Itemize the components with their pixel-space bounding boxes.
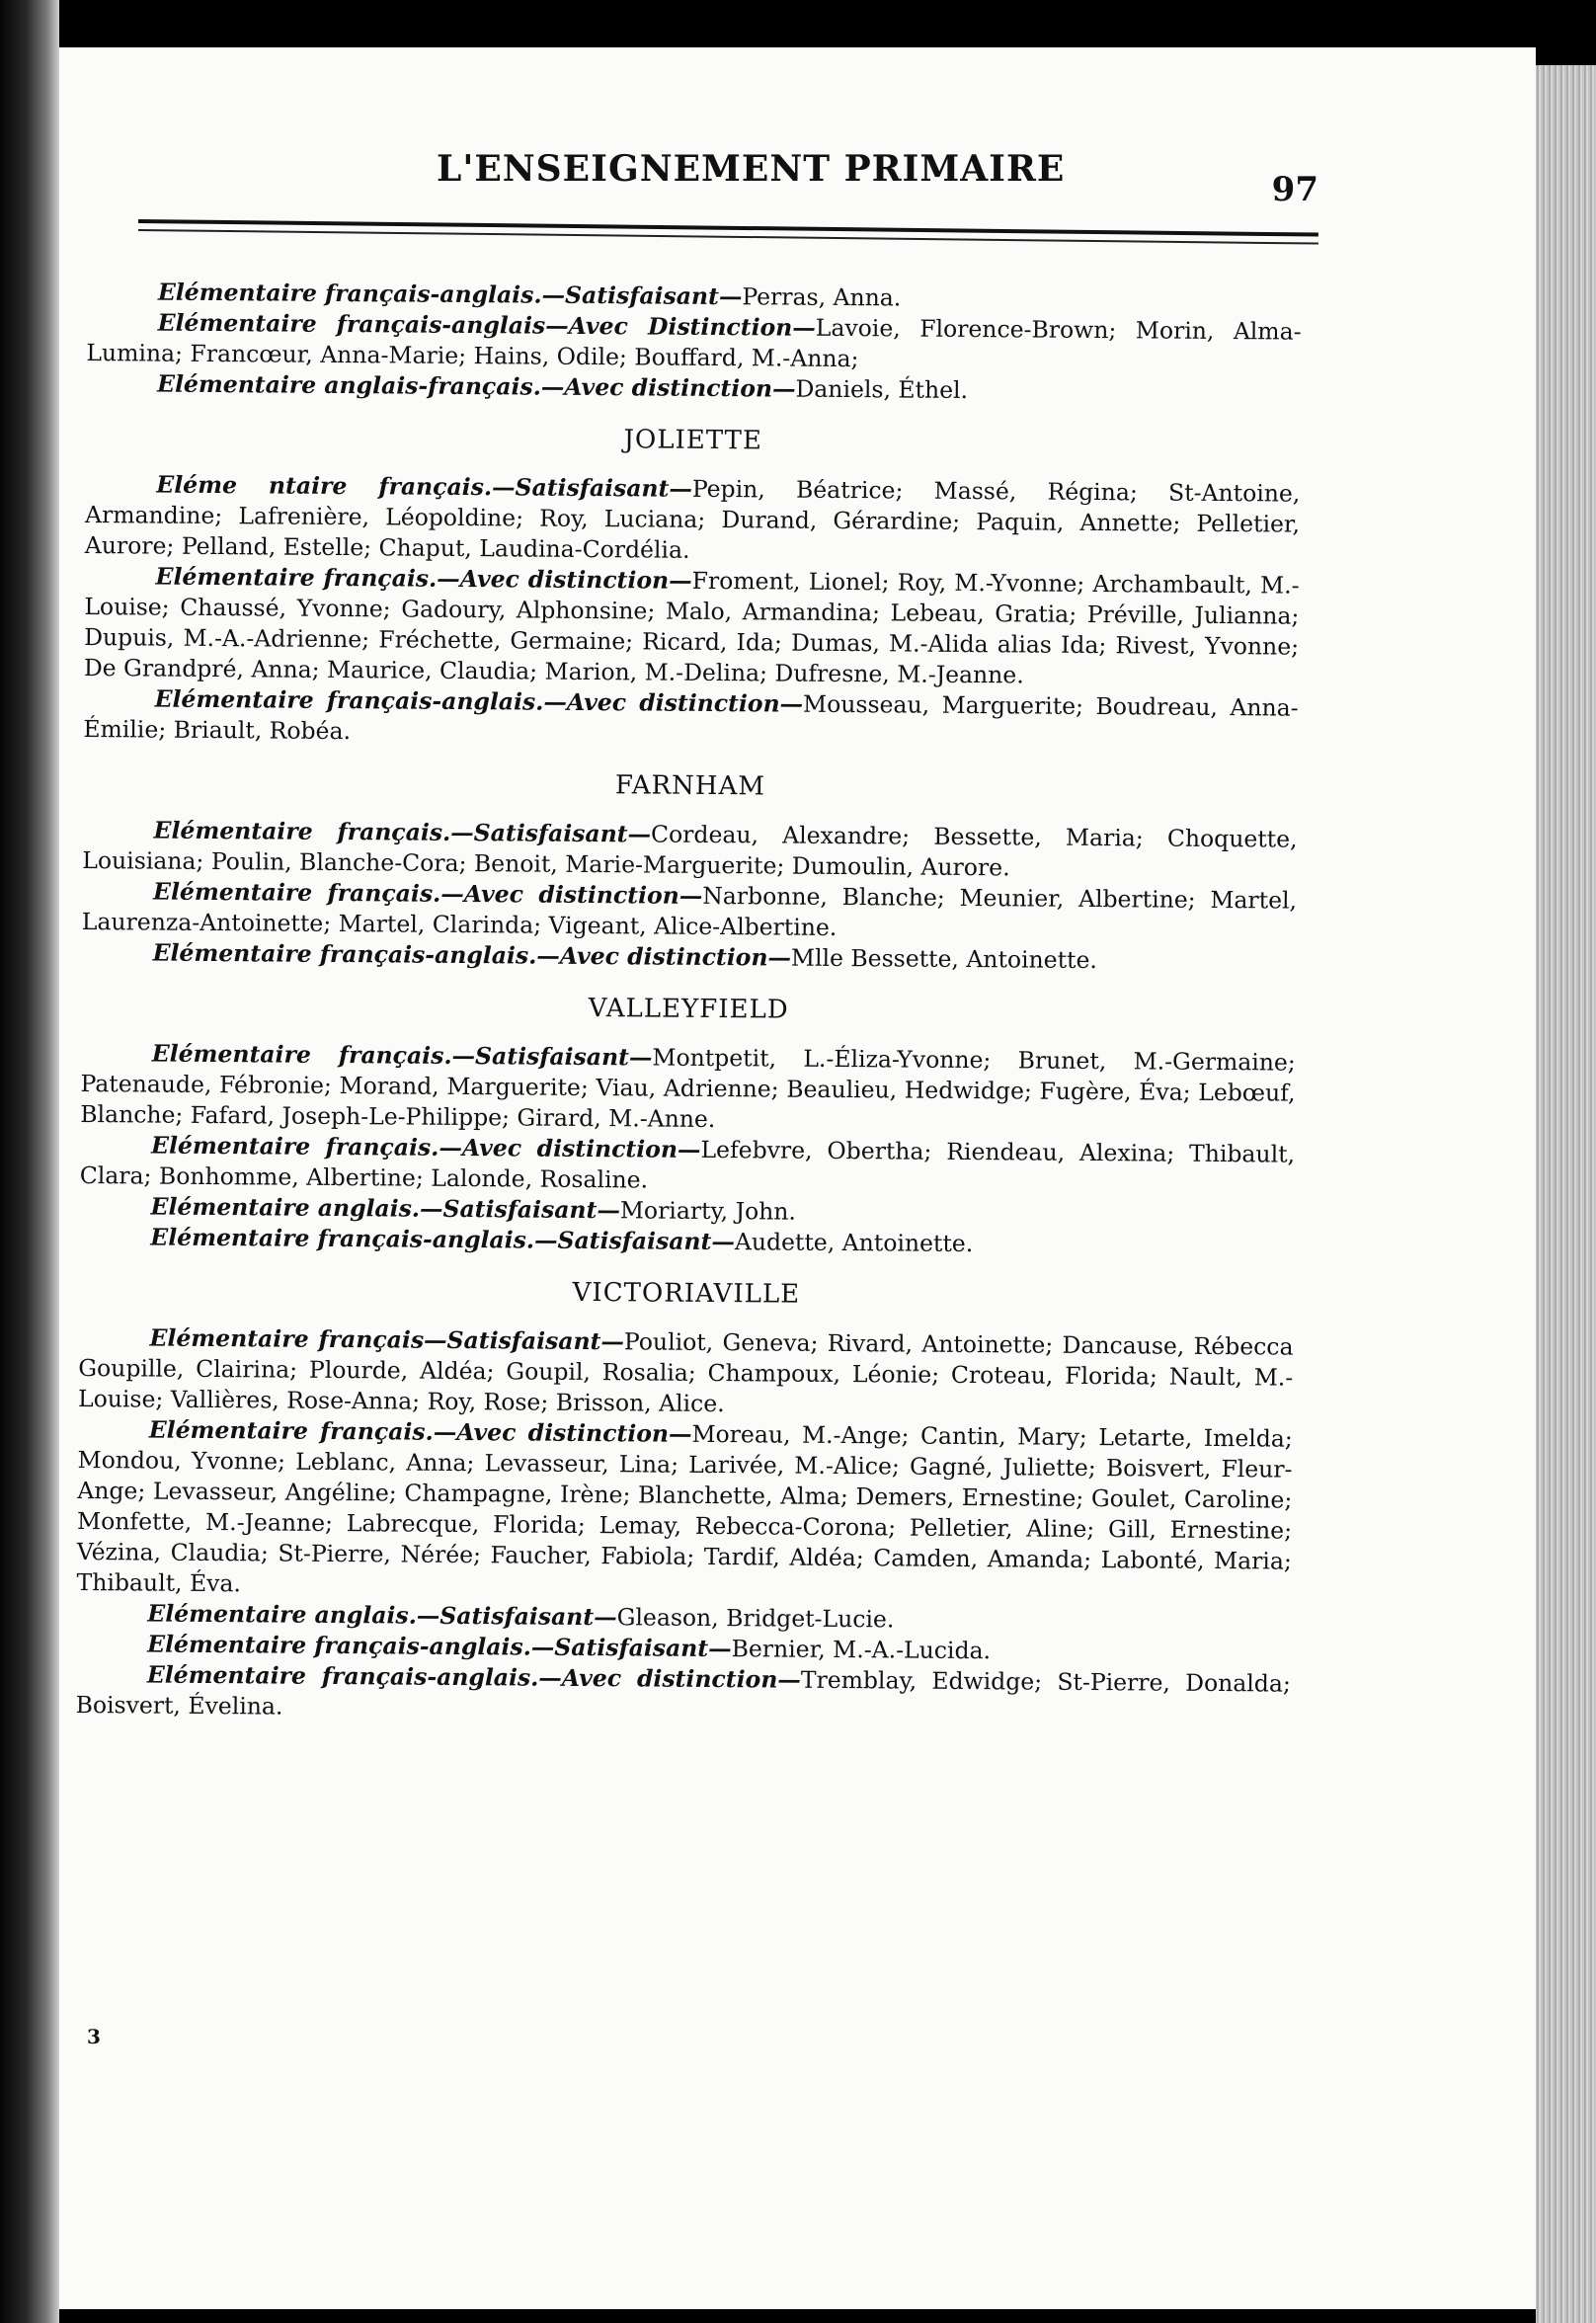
entry-category: Elémentaire anglais.—Satisfaisant—	[147, 1599, 617, 1632]
entry-names: Moreau, M.-Ange; Cantin, Mary; Letarte, Imelda; Mondou, Yvonne; Leblanc, Anna; Levasseur, Lina; Larivée, M.-Alice; Gagné, Juliette; Boisvert, Fleur-Ange; Levasseur, Angéline; Champagne, Irène; Blanchette, Alma; Demers, Ernestine; Goulet, Caroline; Monfette, M.-Jeanne; Labrecque, Florida; Lemay, Rebecca-Corona; Pelletier, Aline; Gill, Ernestine; Vézina, Claudia; St-Pierre, Nérée; Faucher, Fabiola; Tardif, Aldéa; Camden, Amanda; Labonté, Maria; Thibault, Éva.	[76, 1419, 1293, 1598]
entry-category: Elémentaire français-anglais—Avec Distinction—	[157, 308, 816, 342]
entry	[76, 1659, 1291, 1730]
entry-category: Elémentaire français-anglais.—Avec distinction—	[152, 938, 792, 972]
entry-category: Elémentaire anglais.—Satisfaisant—	[150, 1192, 621, 1225]
page-edges	[1536, 65, 1596, 2323]
entry-names: Mousseau, Marguerite; Boudreau, Anna-Émilie; Briault, Robéa.	[83, 689, 1299, 746]
signature-mark: 3	[87, 2025, 101, 2048]
entry-names: Montpetit, L.-Éliza-Yvonne; Brunet, M.-Germaine; Patenaude, Fébronie; Morand, Marguerite; Viau, Adrienne; Beaulieu, Hedwidge; Fugère, Éva; Lebœuf, Blanche; Fafard, Joseph-Le-Philippe; Girard, M.-Anne.	[80, 1043, 1296, 1134]
entry-category: Elémentaire français-anglais.—Satisfaisant—	[150, 1223, 736, 1256]
intro-block	[86, 277, 1302, 409]
entry-category: Eléme ntaire français.—Satisfaisant—	[156, 470, 693, 503]
entry-category: Elémentaire français—Satisfaisant—	[149, 1323, 625, 1356]
book-spine-shadow	[0, 0, 59, 2323]
entry-category: Elémentaire français.—Avec distinction—	[153, 877, 703, 910]
entry-names: Gleason, Bridget-Lucie.	[616, 1603, 895, 1634]
running-title: L'ENSEIGNEMENT PRIMAIRE	[437, 148, 1066, 190]
section-heading: VALLEYFIELD	[588, 994, 789, 1025]
entry-names: Mlle Bessette, Antoinette.	[790, 943, 1098, 975]
entry-category: Elémentaire français-anglais.—Satisfaisant—	[157, 278, 743, 311]
entry-names: Tremblay, Edwidge; St-Pierre, Donalda; Boisvert, Évelina.	[75, 1665, 1291, 1721]
section-heading: JOLIETTE	[623, 425, 763, 456]
page-header	[138, 148, 1318, 219]
entry-category: Elémentaire français.—Satisfaisant—	[153, 816, 652, 848]
entry-names: Narbonne, Blanche; Meunier, Albertine; Martel, Laurenza-Antoinette; Martel, Clarinda; Vigeant, Alice-Albertine.	[81, 881, 1298, 941]
entry-category: Elémentaire français.—Avec distinction—	[155, 562, 692, 595]
entry	[76, 1414, 1292, 1608]
entry-names: Pepin, Béatrice; Massé, Régina; St-Antoine, Armandine; Lafrenière, Léopoldine; Roy, Luciana; Durand, Gérardine; Paquin, Annette; Pelletier, Aurore; Pelland, Estelle; Chaput, Laudina-Cordélia.	[84, 474, 1301, 564]
entry	[80, 1130, 1295, 1201]
section-farnham	[82, 766, 1299, 978]
entry	[84, 561, 1300, 693]
section-joliette	[83, 421, 1301, 755]
entry	[85, 469, 1301, 571]
entry-category: Elémentaire anglais-français.—Avec distinction—	[157, 369, 796, 403]
entry	[82, 876, 1297, 947]
entry-names: Bernier, M.-A.-Lucida.	[731, 1635, 992, 1665]
entry-names: Cordeau, Alexandre; Bessette, Maria; Choquette, Louisiana; Poulin, Blanche-Cora; Benoit, Marie-Marguerite; Dumoulin, Aurore.	[82, 820, 1298, 882]
entry-names: Froment, Lionel; Roy, M.-Yvonne; Archambault, M.-Louise; Chaussé, Yvonne; Gadoury, Alphonsine; Malo, Armandina; Lebeau, Gratia; Préville, Julianna; Dupuis, M.-A.-Adrienne; Fréchette, Germaine; Ricard, Ida; Dumas, M.-Alida alias Ida; Rivest, Yvonne; De Grandpré, Anna; Maurice, Claudia; Marion, M.-Delina; Dufresne, M.-Jeanne.	[83, 566, 1300, 689]
section-heading: FARNHAM	[614, 770, 766, 802]
section-heading: VICTORIAVILLE	[572, 1277, 801, 1310]
entry-category: Elémentaire français-anglais.—Avec distinction—	[154, 684, 804, 718]
entry	[78, 1322, 1294, 1424]
entry	[82, 815, 1297, 886]
section-valleyfield	[79, 990, 1296, 1262]
entry-category: Elémentaire français-anglais.—Satisfaisant—	[147, 1630, 732, 1663]
entry-names: Pouliot, Geneva; Rivard, Antoinette; Dancause, Rébecca Goupille, Clairina; Plourde, Aldéa; Goupil, Rosalia; Champoux, Léonie; Croteau, Florida; Nault, M.-Louise; Vallières, Rose-Anna; Roy, Rose; Brisson, Alice.	[77, 1327, 1294, 1418]
section-victoriaville	[76, 1274, 1295, 1730]
entry	[80, 1038, 1296, 1140]
entry	[83, 683, 1298, 755]
page-number: 97	[1271, 170, 1318, 209]
entry-names: Lavoie, Florence-Brown; Morin, Alma-Lumina; Francœur, Anna-Marie; Hains, Odile; Bouffard, M.-Anna;	[86, 313, 1302, 373]
entry-names: Daniels, Éthel.	[795, 374, 969, 405]
entry-names: Lefebvre, Obertha; Riendeau, Alexina; Thibault, Clara; Bonhomme, Albertine; Lalonde, Rosaline.	[79, 1135, 1296, 1194]
page-content	[76, 277, 1302, 1730]
entry-category: Elémentaire français-anglais.—Avec distinction—	[146, 1660, 801, 1694]
entry-category: Elémentaire français.—Avec distinction—	[150, 1131, 701, 1163]
entry-names: Perras, Anna.	[742, 282, 902, 312]
entry-category: Elémentaire français.—Avec distinction—	[148, 1415, 692, 1448]
entry-category: Elémentaire français.—Satisfaisant—	[151, 1039, 653, 1072]
entry	[86, 307, 1301, 378]
entry-names: Moriarty, John.	[619, 1196, 797, 1226]
entry-names: Audette, Antoinette.	[734, 1228, 974, 1258]
